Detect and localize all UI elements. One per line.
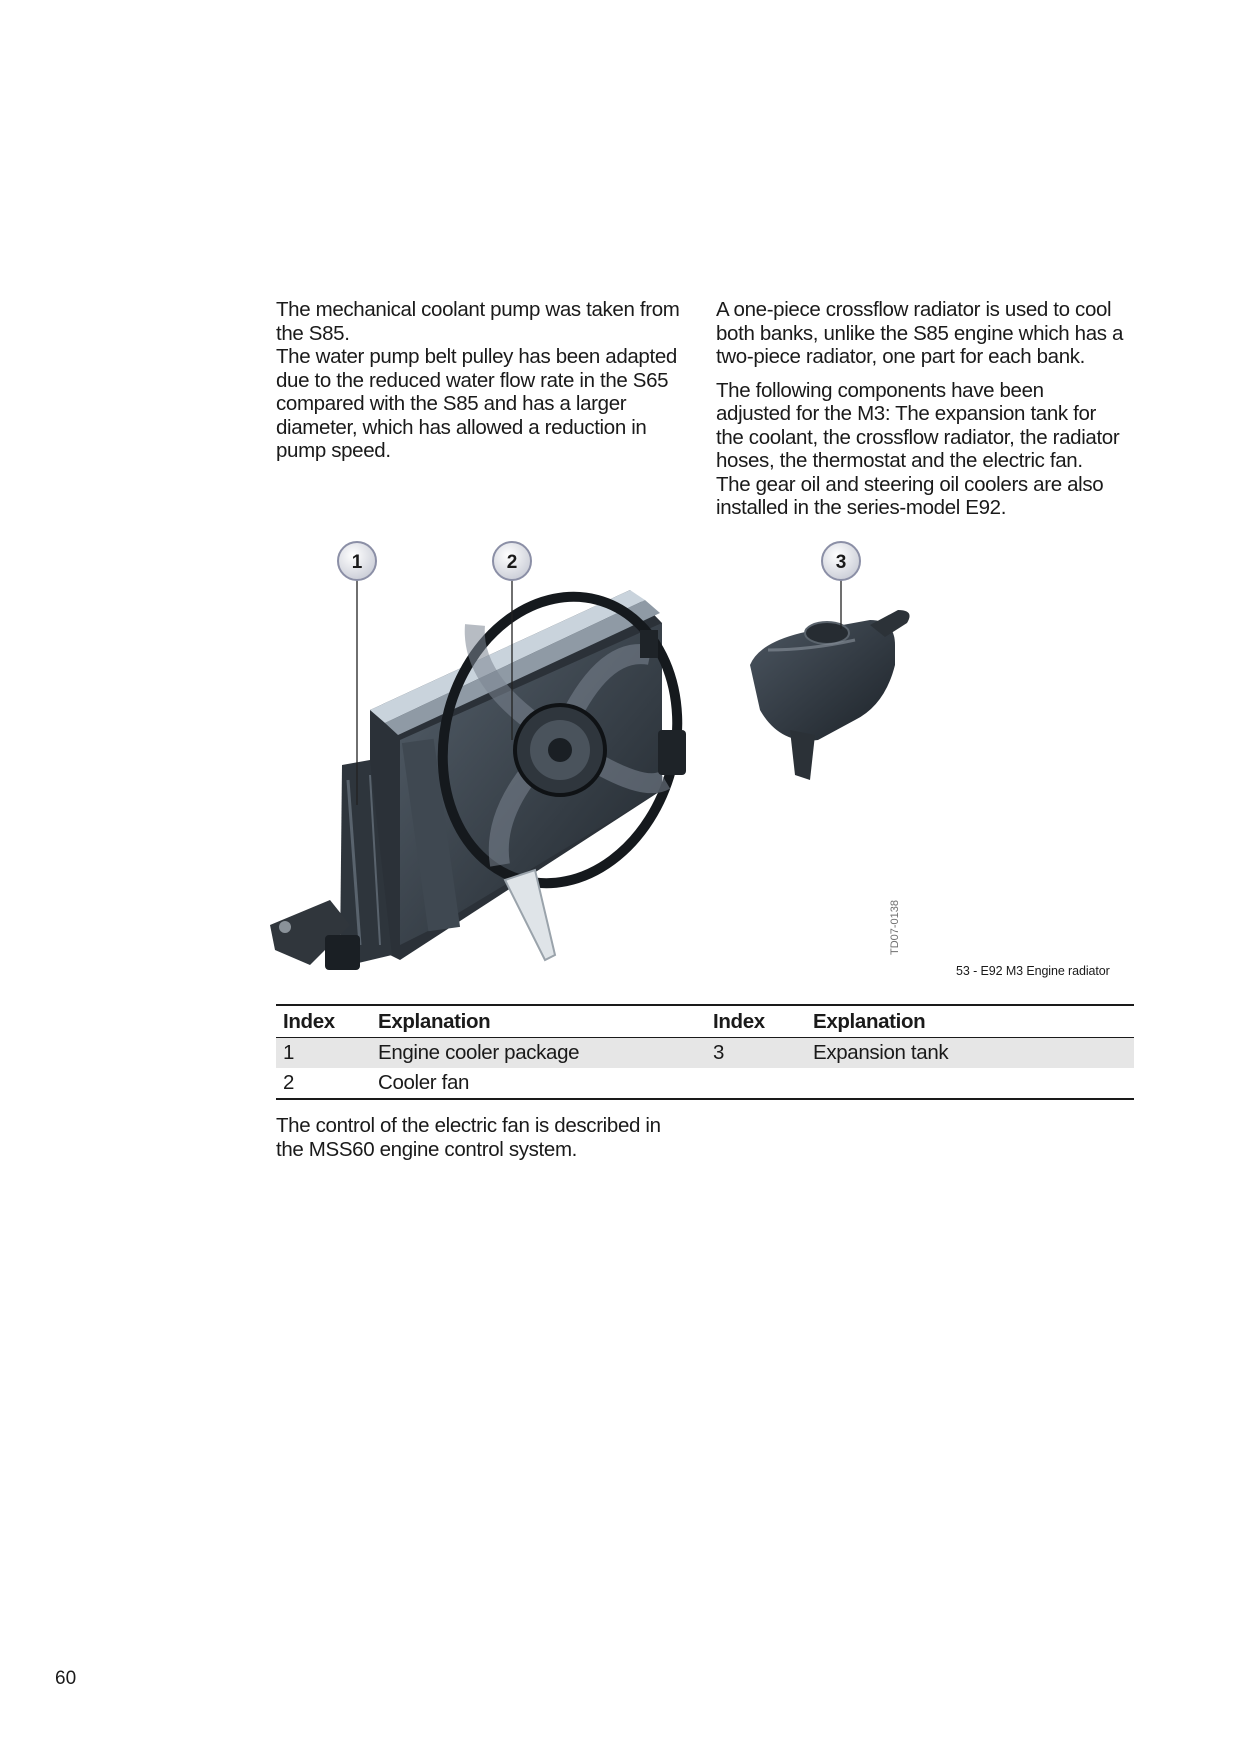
index-cell: 3 bbox=[706, 1038, 806, 1069]
header-index: Index bbox=[706, 1005, 806, 1038]
figure-caption: 53 - E92 M3 Engine radiator bbox=[956, 964, 1110, 978]
radiator-illustration bbox=[270, 570, 709, 970]
explanation-cell bbox=[806, 1068, 1134, 1099]
callout-1 bbox=[338, 542, 376, 580]
table-row bbox=[276, 1068, 1134, 1099]
header-index: Index bbox=[276, 1005, 371, 1038]
paragraph-crossflow-radiator: A one-piece crossflow radiator is used to cool both banks, unlike the S85 engine which has a two-piece radiator, one part for each bank. bbox=[716, 298, 1124, 368]
explanation-cell: Expansion tank bbox=[806, 1038, 1134, 1069]
index-cell: 1 bbox=[276, 1038, 371, 1069]
table-header-row bbox=[276, 1005, 1134, 1038]
index-cell bbox=[706, 1068, 806, 1099]
svg-text:2: 2 bbox=[506, 552, 518, 573]
header-explanation: Explanation bbox=[371, 1005, 706, 1038]
svg-text:3: 3 bbox=[835, 552, 847, 573]
paragraph-electric-fan-control: The control of the electric fan is described in the MSS60 engine control system. bbox=[276, 1114, 661, 1161]
svg-text:1: 1 bbox=[351, 552, 363, 573]
page-number: 60 bbox=[55, 1668, 77, 1689]
legend-table bbox=[276, 1004, 1134, 1100]
table-row bbox=[276, 1038, 1134, 1069]
expansion-tank-illustration bbox=[750, 610, 910, 780]
callout-3 bbox=[822, 542, 860, 580]
header-explanation: Explanation bbox=[806, 1005, 1134, 1038]
explanation-cell: Engine cooler package bbox=[371, 1038, 706, 1069]
explanation-cell: Cooler fan bbox=[371, 1068, 706, 1099]
index-cell: 2 bbox=[276, 1068, 371, 1099]
paragraph-coolant-pump: The mechanical coolant pump was taken from the S85. The water pump belt pulley has been adapted due to the reduced water flow rate in the S65 compared with the S85 and has a larger diameter, which has allowed a reduction in pump speed. bbox=[276, 298, 680, 462]
radiator-figure bbox=[270, 535, 1140, 995]
text-column-right bbox=[716, 298, 1136, 520]
callout-2 bbox=[493, 542, 531, 580]
paragraph-adjusted-components: The following components have been adjusted for the M3: The expansion tank for the coolant, the crossflow radiator, the radiator hoses, the thermostat and the electric fan. The gear oil and steering oil coolers are also installed in the series-model E92. bbox=[716, 378, 1120, 519]
figure-code: TD07-0138 bbox=[889, 899, 901, 955]
text-column-left bbox=[276, 298, 696, 463]
